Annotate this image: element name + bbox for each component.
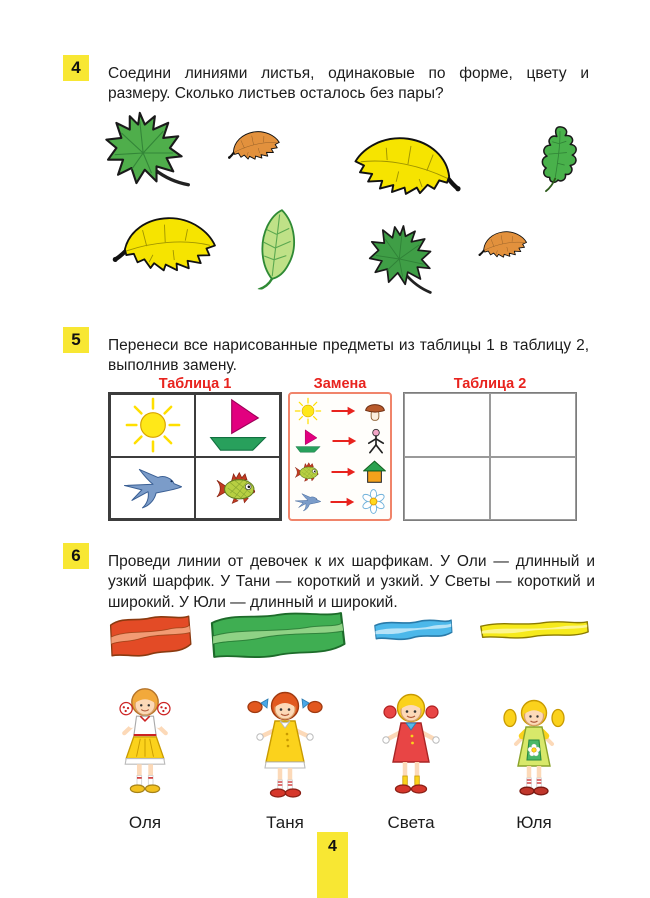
birch-leaf-yellow-large[interactable] bbox=[348, 126, 467, 204]
sun-icon bbox=[122, 396, 184, 454]
fish-icon bbox=[294, 461, 322, 483]
exercise5-number-badge bbox=[63, 327, 89, 353]
replace-title: Замена bbox=[313, 376, 367, 392]
birch-leaf-yellow-large-2[interactable] bbox=[110, 205, 222, 281]
table1-cell-sun[interactable] bbox=[110, 394, 195, 457]
sailboat-icon bbox=[205, 397, 271, 453]
girl-tanya[interactable] bbox=[247, 690, 323, 802]
sailboat-icon bbox=[294, 428, 322, 454]
exercise4-instruction: Соедини линиями листья, одинаковые по форме, цвету и размеру. Сколько листьев осталось без пары? bbox=[108, 64, 589, 103]
maple-leaf-green-large[interactable] bbox=[103, 111, 195, 195]
exercise5-instruction: Перенеси все нарисованные предметы из таблицы 1 в таблицу 2, выполнив замену. bbox=[108, 336, 589, 375]
bird-icon bbox=[122, 465, 184, 511]
table1-cell-fish[interactable] bbox=[195, 457, 280, 520]
arrow-right-icon bbox=[331, 436, 357, 446]
table2-cell-empty-2[interactable] bbox=[490, 393, 576, 457]
house-icon bbox=[363, 460, 386, 484]
exercise4-number-badge bbox=[63, 55, 89, 81]
exercise5-number: 5 bbox=[71, 330, 81, 349]
girl-name-olya: Оля bbox=[128, 813, 162, 832]
table2 bbox=[403, 392, 577, 521]
replacement-legend bbox=[288, 392, 392, 521]
replace-rule-sun-mushroom bbox=[294, 396, 386, 426]
table1 bbox=[108, 392, 282, 521]
bird-icon bbox=[294, 492, 322, 512]
simple-leaf-light-green[interactable] bbox=[244, 204, 308, 293]
exercise6-instruction: Проведи линии от девочек к их шарфикам. У Оли — длинный и узкий шарфик. У Тани — короткий и узкий. У Светы — короткий и широкий. У Юли — длинный и широкий. bbox=[108, 552, 595, 612]
oak-leaf-green-small[interactable] bbox=[536, 123, 581, 196]
fish-icon bbox=[215, 469, 261, 507]
table1-cell-sailboat[interactable] bbox=[195, 394, 280, 457]
table2-cell-empty-3[interactable] bbox=[404, 457, 490, 521]
arrow-right-icon bbox=[330, 406, 356, 416]
scarf-blue-short-narrow[interactable] bbox=[372, 617, 454, 643]
table1-cell-bird[interactable] bbox=[110, 457, 195, 520]
maple-leaf-green-medium[interactable] bbox=[359, 217, 448, 303]
girl-olya[interactable] bbox=[112, 686, 178, 801]
scarf-red-short-wide[interactable] bbox=[107, 610, 193, 662]
table2-cell-empty-4[interactable] bbox=[490, 457, 576, 521]
girl-sveta[interactable] bbox=[376, 692, 446, 802]
flower-icon bbox=[361, 489, 386, 514]
girl-name-tanya: Таня bbox=[266, 813, 304, 832]
exercise6-number: 6 bbox=[71, 546, 81, 565]
girl-yulya[interactable] bbox=[502, 698, 566, 804]
birch-leaf-orange-small[interactable] bbox=[224, 123, 284, 167]
replace-rule-bird-flower bbox=[294, 487, 386, 517]
exercise4-number: 4 bbox=[71, 58, 81, 77]
page-number-band bbox=[317, 832, 348, 898]
girl-name-yulya: Юля bbox=[516, 813, 552, 832]
table2-cell-empty-1[interactable] bbox=[404, 393, 490, 457]
girl-name-sveta: Света bbox=[387, 813, 435, 832]
scarf-yellow-long-narrow[interactable] bbox=[477, 619, 591, 641]
mushroom-icon bbox=[364, 399, 386, 423]
page-number: 4 bbox=[328, 838, 337, 855]
birch-leaf-orange-small-2[interactable] bbox=[476, 224, 530, 264]
scarf-green-long-wide[interactable] bbox=[206, 606, 348, 664]
arrow-right-icon bbox=[330, 467, 356, 477]
replace-rule-fish-house bbox=[294, 457, 386, 487]
replace-rule-boat-person bbox=[294, 426, 386, 456]
person-icon bbox=[366, 428, 386, 454]
exercise6-number-badge bbox=[63, 543, 89, 569]
sun-icon bbox=[294, 397, 322, 425]
table1-title: Таблица 1 bbox=[158, 376, 232, 392]
arrow-right-icon bbox=[329, 497, 355, 507]
table2-title: Таблица 2 bbox=[453, 376, 527, 392]
